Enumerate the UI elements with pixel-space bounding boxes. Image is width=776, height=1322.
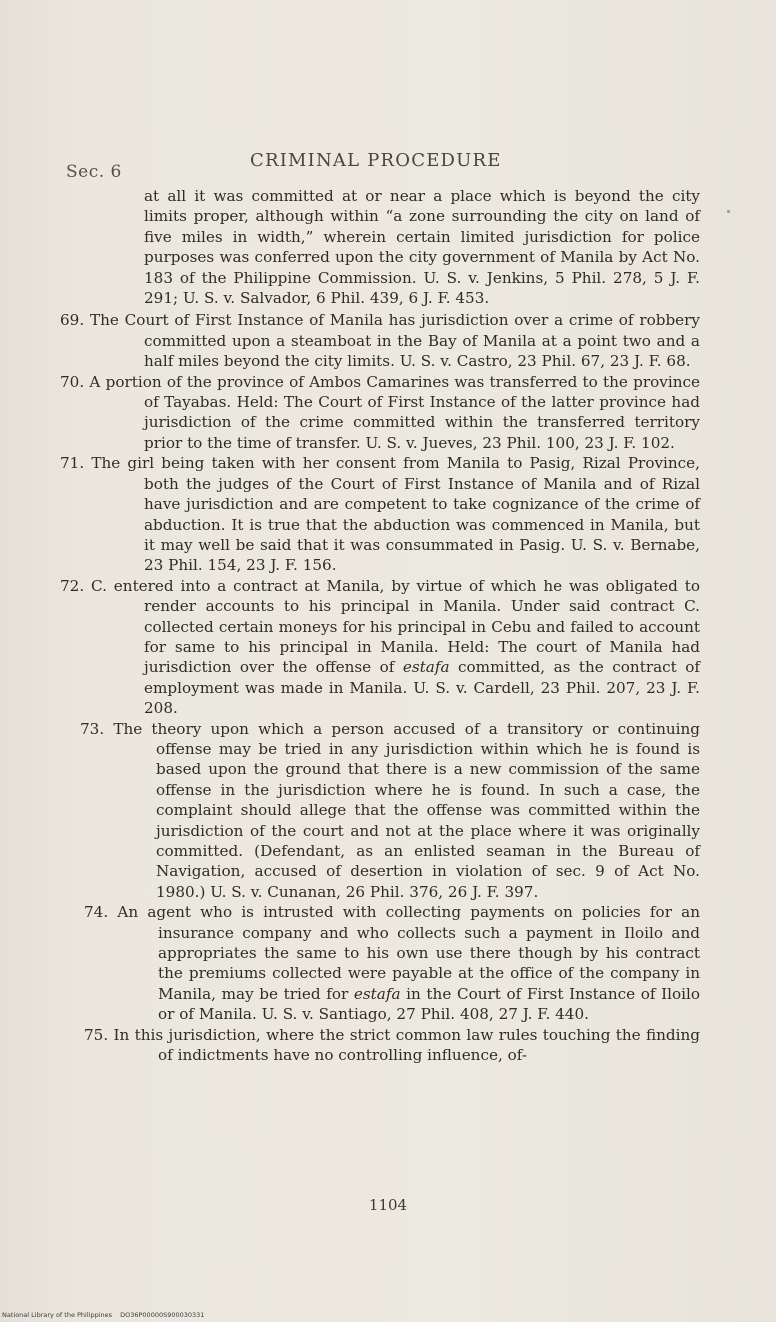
scan-footer	[2, 1311, 210, 1319]
entry-text: A portion of the province of Ambos Camarines was transferred to the province of Tayabas. Held: The Court of First Instance of the latter province had jurisdiction of the crime committed within the transferred territory prior to the time of transfer. U. S. v. Jueves, 23 Phil. 100, 23 J. F. 102.	[89, 372, 700, 452]
entry-number: 72.	[60, 576, 85, 595]
entry-75	[60, 1025, 700, 1066]
entry-number: 73.	[80, 719, 105, 738]
italic-term: estafa	[353, 984, 401, 1003]
entry-text: C. entered into a contract at Manila, by virtue of which he was obligated to render accounts to his principal in Manila. Under said contract C. collected certain moneys for his principal in Cebu and failed to account for same to his principal in Manila. Held: The court of Manila had jurisdiction over the offense of	[91, 576, 701, 677]
entry-number: 74.	[84, 903, 109, 922]
library-credit: National Library of the Philippines	[2, 1311, 113, 1319]
entry-number: 69.	[60, 311, 85, 330]
entry-number: 70.	[60, 372, 85, 391]
entry-number: 71.	[60, 454, 85, 473]
entry-72	[60, 576, 700, 719]
paper-speck	[727, 210, 730, 213]
entry-text: The girl being taken with her consent from Manila to Pasig, Rizal Province, both the judges of the Court of First Instance of Manila and of Rizal have jurisdiction and are competent to take cognizance of the crime of abduction. It is true that the abduction was commenced in Manila, but it may well be said that it was consummated in Pasig. U. S. v. Bernabe, 23 Phil. 154, 23 J. F. 156.	[91, 454, 700, 575]
entry-74	[60, 902, 700, 1024]
entry-text: The Court of First Instance of Manila has jurisdiction over a crime of robbery committed upon a steamboat in the Bay of Manila at a point two and a half miles beyond the city limits. U. S. v. Castro, 23 Phil. 67, 23 J. F. 68.	[89, 311, 701, 371]
running-header	[0, 148, 776, 182]
entry-text: committed, as the contract of employment was made in Manila. U. S. v. Cardell, 23 Phil. 207, 23 J. F. 208.	[144, 658, 700, 718]
scan-code: DO36P00000S900030331	[120, 1311, 205, 1319]
entry-70	[60, 372, 700, 454]
running-title: CRIMINAL PROCEDURE	[250, 150, 502, 171]
entry-text: An agent who is intrusted with collecting payments on policies for an insurance company and who collects such a payment in Iloilo and appropriates the same to his own use there though by his contract the premiums collected were payable at the office of the company in Manila, may be tried for	[117, 903, 700, 1003]
entry-text: in the Court of First Instance of Iloilo or of Manila. U. S. v. Santiago, 27 Phil. 408, 27 J. F. 440.	[158, 984, 700, 1024]
section-label: Sec. 6	[66, 162, 122, 182]
page-number: 1104	[368, 1196, 408, 1214]
italic-term: estafa	[402, 658, 450, 677]
entry-number: 75.	[84, 1025, 109, 1044]
entry-73	[60, 719, 700, 903]
entry-69	[60, 310, 700, 371]
body-text	[60, 186, 700, 1065]
entry-71	[60, 453, 700, 575]
continuation-paragraph: at all it was committed at or near a place which is beyond the city limits proper, although within “a zone surrounding the city on land of five miles in width,” wherein certain limited jurisdiction for police purposes was conferred upon the city government of Manila by Act No. 183 of the Philippine Commission. U. S. v. Jenkins, 5 Phil. 278, 5 J. F. 291; U. S. v. Salvador, 6 Phil. 439, 6 J. F. 453.	[144, 187, 700, 308]
entry-text: The theory upon which a person accused of a transitory or continuing offense may be tried in any jurisdiction within which he is found is based upon the ground that there is a new commission of the same offense in the jurisdiction where he is found. In such a case, the complaint should allege that the offense was committed within the jurisdiction of the court and not at the place where it was originally committed. (Defendant, as an enlisted seaman in the Bureau of Navigation, accused of desertion in violation of sec. 9 of Act No. 1980.) U. S. v. Cunanan, 26 Phil. 376, 26 J. F. 397.	[113, 719, 700, 901]
entry-text: In this jurisdiction, where the strict common law rules touching the finding of indictments have no controlling influence, of-	[113, 1025, 700, 1065]
